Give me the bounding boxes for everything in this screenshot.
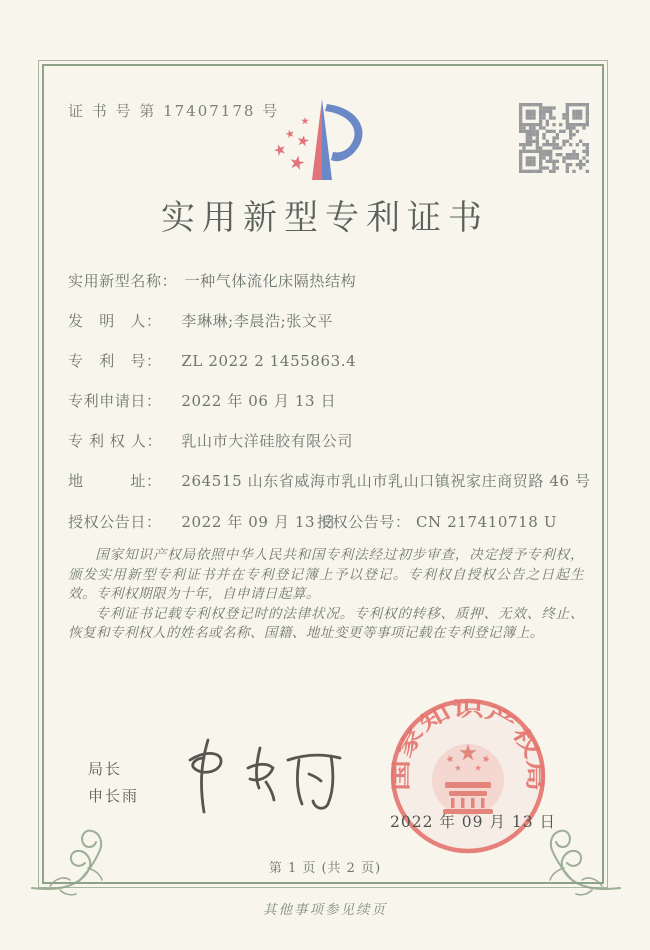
- legal-paragraph-1: 国家知识产权局依照中华人民共和国专利法经过初步审查，决定授予专利权，颁发实用新型专利证书并在专利登记簿上予以登记。专利权自授权公告之日起生效。专利权期限为十年，自申请日起算。: [68, 547, 584, 603]
- field-value: ZL 2022 2 1455863.4: [181, 352, 357, 370]
- field-label: 授权公告号：: [317, 513, 411, 531]
- legal-paragraph-2: 专利证书记载专利权登记时的法律状况。专利权的转移、质押、无效、终止、恢复和专利权人的姓名或名称、国籍、地址变更等事项记载在专利登记簿上。: [68, 605, 584, 642]
- seal-ring-text: 国家知识产权局: [388, 696, 548, 792]
- field-label: 专 利 权 人：: [68, 432, 163, 450]
- certificate-title: 实用新型专利证书: [161, 198, 489, 238]
- national-emblem-icon: [432, 744, 504, 816]
- field-row-filing-date: [68, 390, 336, 411]
- field-label: 地 址：: [68, 472, 162, 490]
- official-seal: [388, 696, 557, 856]
- director-signature: [168, 730, 358, 825]
- legal-text: [68, 546, 584, 644]
- signer-title: 局长: [88, 760, 123, 778]
- continuation-note: 其他事项参见续页: [263, 902, 387, 918]
- field-label: 专利申请日：: [68, 392, 162, 410]
- field-row-grant-no: [317, 511, 557, 532]
- field-value: 乳山市大洋硅胶有限公司: [181, 432, 353, 450]
- field-value: 2022 年 06 月 13 日: [181, 392, 337, 410]
- field-label: 发 明 人：: [68, 312, 162, 330]
- field-label: 实用新型名称：: [68, 272, 178, 290]
- signer-name: 申长雨: [88, 787, 140, 805]
- field-row-name: [68, 270, 356, 291]
- field-value: 2022 年 09 月 13 日: [181, 513, 337, 531]
- seal-date: 2022 年 09 月 13 日: [390, 813, 557, 831]
- field-row-address: [68, 470, 591, 491]
- field-row-patentee: [68, 430, 353, 451]
- field-label: 授权公告日：: [68, 513, 162, 531]
- certificate-number: 证 书 号 第 17407178 号: [68, 102, 280, 120]
- field-value: CN 217410718 U: [415, 513, 558, 531]
- page-number: 第 1 页 (共 2 页): [268, 861, 382, 876]
- field-row-patent-no: [68, 350, 356, 371]
- signer-block: [88, 756, 139, 810]
- field-row-grant-date: [68, 511, 336, 532]
- field-value: 一种气体流化床隔热结构: [184, 272, 357, 290]
- field-label: 专 利 号：: [68, 352, 162, 370]
- field-row-inventors: [68, 310, 333, 331]
- field-value: 264515 山东省威海市乳山市乳山口镇祝家庄商贸路 46 号: [181, 472, 591, 490]
- field-value: 李琳琳;李晨浩;张文平: [181, 312, 334, 330]
- qr-code: [519, 103, 589, 173]
- cnipa-logo-icon: [255, 92, 385, 188]
